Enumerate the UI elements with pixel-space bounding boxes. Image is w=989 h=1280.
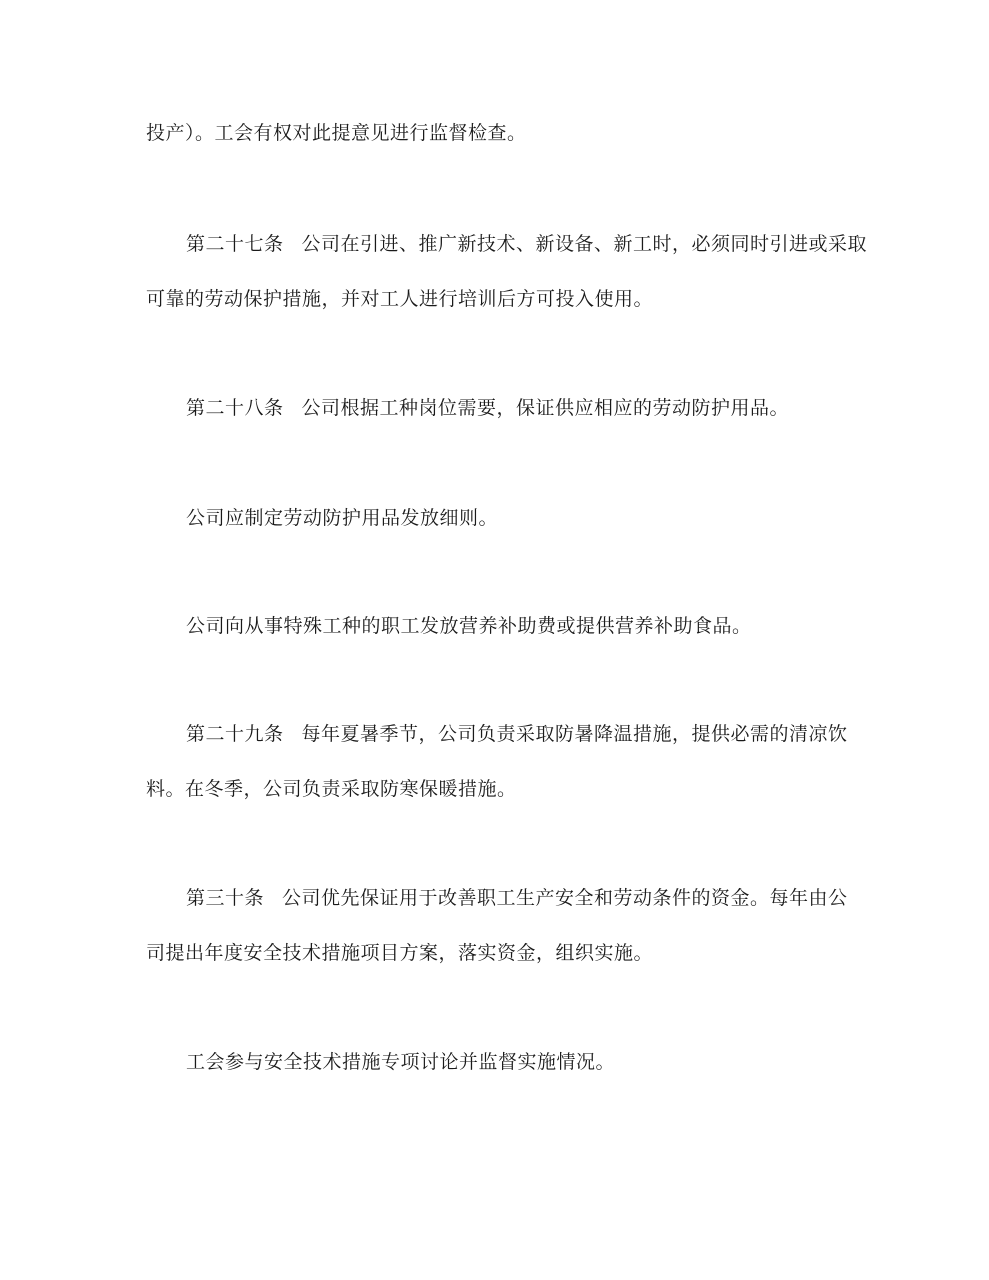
- paragraph-text: 工会参与安全技术措施专项讨论并监督实施情况。: [186, 1051, 616, 1073]
- article-28-line-1: [186, 396, 789, 420]
- article-29-line-2: [146, 777, 517, 801]
- article-30-line-2: [146, 941, 653, 965]
- paragraph-text: 公司向从事特殊工种的职工发放营养补助费或提供营养补助食品。: [186, 615, 752, 637]
- article-29-line-1: [186, 722, 848, 746]
- paragraph-text: 公司根据工种岗位需要，保证供应相应的劳动防护用品。: [301, 397, 790, 419]
- paragraph-text: 公司应制定劳动防护用品发放细则。: [186, 507, 499, 529]
- article-number: 第二十九条: [186, 723, 284, 745]
- article-number: 第二十八条: [186, 397, 284, 419]
- paragraph-text: 料。在冬季，公司负责采取防寒保暖措施。: [146, 778, 517, 800]
- paragraph-continuation: [146, 121, 527, 145]
- paragraph-text: 可靠的劳动保护措施，并对工人进行培训后方可投入使用。: [146, 288, 654, 310]
- article-27-line-2: [146, 287, 653, 311]
- article-number: 第二十七条: [186, 233, 284, 255]
- article-number: 第三十条: [186, 887, 265, 909]
- paragraph-text: 公司在引进、推广新技术、新设备、新工时，必须同时引进或采取: [301, 233, 868, 255]
- paragraph-text: 公司优先保证用于改善职工生产安全和劳动条件的资金。每年由公: [282, 887, 848, 909]
- article-27-line-1: [186, 232, 867, 256]
- paragraph-union-oversight: [186, 1050, 615, 1074]
- paragraph-ppe-rules: [186, 506, 498, 530]
- paragraph-text: 投产）。工会有权对此提意见进行监督检查。: [146, 122, 527, 144]
- paragraph-text: 每年夏暑季节，公司负责采取防暑降温措施，提供必需的清凉饮: [301, 723, 848, 745]
- article-30-line-1: [186, 886, 848, 910]
- paragraph-nutrition-subsidy: [186, 614, 752, 638]
- paragraph-text: 司提出年度安全技术措施项目方案，落实资金，组织实施。: [146, 942, 654, 964]
